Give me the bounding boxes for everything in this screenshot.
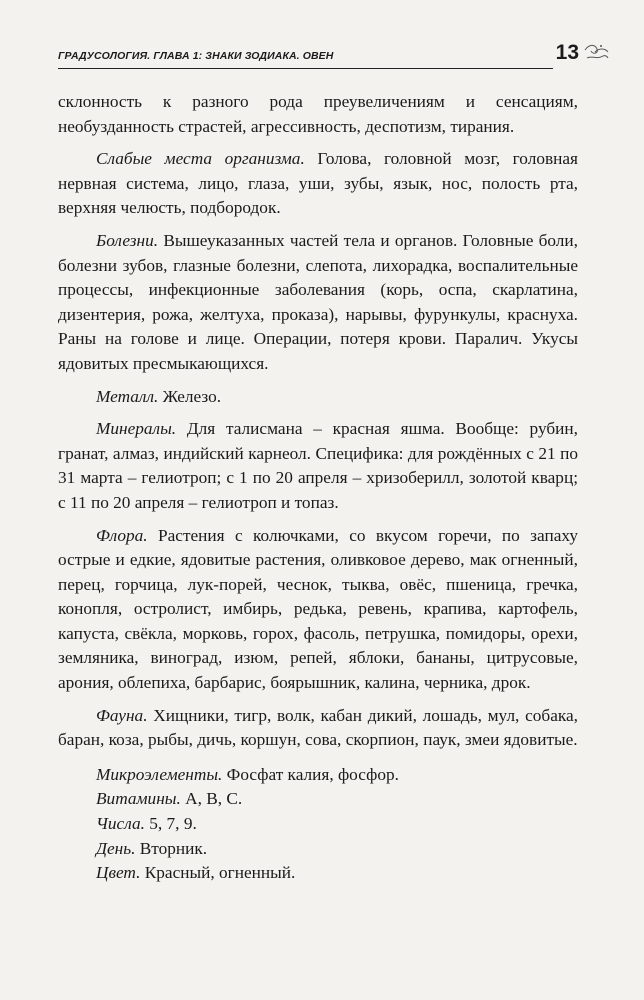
paragraph-metal [58, 385, 578, 410]
paragraph-term: Болезни. [96, 230, 159, 250]
spec-term: Числа. [96, 814, 145, 834]
ornament-icon [581, 40, 611, 66]
spec-text: Фосфат калия, фосфор. [222, 764, 399, 784]
spec-term: День. [96, 838, 136, 858]
spec-term: Витамины. [96, 789, 181, 809]
spec-text: А, В, С. [180, 789, 243, 809]
paragraph-text: Голова, головной мозг, головная нервная система, лицо, глаза, уши, зубы, язык, нос, полость рта, верхняя челюсть, подбородок. [58, 149, 578, 218]
paragraph-fauna [58, 704, 578, 753]
paragraph-text: Железо. [158, 386, 222, 406]
spec-vitamins [96, 787, 578, 812]
spec-numbers [96, 812, 578, 837]
page-number: 13 [555, 41, 579, 64]
body-text [58, 90, 578, 886]
paragraph-text: Вышеуказанных частей тела и органов. Головные боли, болезни зубов, глазные болезни, слепота, лихорадка, воспалительные процессы, инфекционные заболевания (корь, оспа, скарлатина, дизентерия, рожа, желтуха, проказа), нарывы, фурункулы, краснуха. Раны на голове и лице. Операции, потеря крови. Паралич. Укусы ядовитых пресмыкающихся. [58, 230, 578, 373]
paragraph-term: Слабые места организма. [96, 149, 305, 169]
paragraph-text: склонность к разного рода преувеличениям и сенсациям, необузданность страстей, агрессивность, деспотизм, тирания. [58, 92, 578, 136]
paragraph-text: Для талисмана – красная яшма. Вообще: рубин, гранат, алмаз, индийский карнеол. Специфика: для рождённых с 21 по 31 марта – гелиотроп; с 1 по 20 апреля – хризоберилл, золотой кварц; с 11 по 20 апреля – гелиотроп и топаз. [58, 419, 578, 512]
paragraph-minerals [58, 417, 578, 515]
spec-text: Вторник. [135, 838, 208, 858]
paragraph-term: Металл. [96, 386, 159, 406]
spec-list [58, 763, 578, 886]
paragraph-flora [58, 524, 578, 696]
paragraph-term: Флора. [96, 525, 148, 545]
running-head: ГРАДУСОЛОГИЯ. ГЛАВА 1: ЗНАКИ ЗОДИАКА. ОВЕН [58, 50, 334, 62]
header-rule [58, 68, 553, 69]
spec-text: Красный, огненный. [140, 863, 296, 883]
spec-microelements [96, 763, 578, 788]
spec-text: 5, 7, 9. [144, 814, 197, 834]
spec-term: Цвет. [96, 863, 141, 883]
paragraph-continuation [58, 90, 578, 139]
page-header [58, 41, 585, 68]
paragraph-term: Фауна. [96, 705, 148, 725]
paragraph-term: Минералы. [96, 419, 177, 439]
paragraph-text: Хищники, тигр, волк, кабан дикий, лошадь, мул, собака, баран, коза, рыбы, дичь, коршун, сова, скорпион, паук, змеи ядовитые. [58, 705, 578, 750]
paragraph-weak-spots [58, 147, 578, 221]
paragraph-diseases [58, 229, 578, 377]
spec-color [96, 861, 578, 886]
spec-term: Микроэлементы. [96, 764, 223, 784]
spec-day [96, 837, 578, 862]
paragraph-text: Растения с колючками, со вкусом горечи, по запаху острые и едкие, ядовитые растения, оливковое дерево, мак огненный, перец, горчица, лук-порей, чеснок, тыква, овёс, пшеница, гречка, конопля, остролист, имбирь, редька, ревень, крапива, картофель, капуста, свёкла, морковь, горох, фасоль, петрушка, помидоры, орехи, земляника, виноград, изюм, репей, яблоки, бананы, цитрусовые, арония, облепиха, барбарис, боярышник, калина, черника, дрок. [58, 525, 578, 693]
